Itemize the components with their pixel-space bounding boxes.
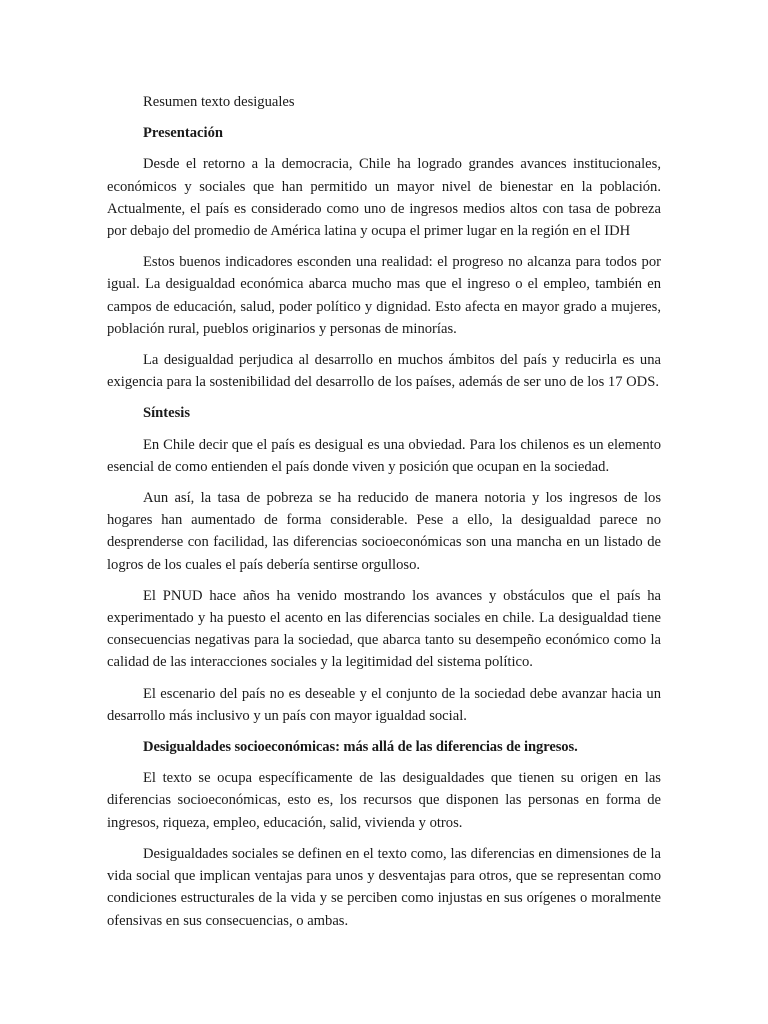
paragraph: Estos buenos indicadores esconden una realidad: el progreso no alcanza para todos por igual. La desigualdad económica abarca mucho mas que el ingreso o el empleo, también en campos de educación, salud, poder político y dignidad. Esto afecta en mayor grado a mujeres, población rural, pueblos originarios y personas de minorías. <box>107 254 661 337</box>
section-heading-sintesis: Síntesis <box>143 405 191 422</box>
paragraph: Aun así, la tasa de pobreza se ha reducido de manera notoria y los ingresos de los hogares han aumentado de forma considerable. Pese a ello, la desigualdad parece no desprenderse con facilidad, las diferencias socioeconómicas son una mancha en un listado de logros de los cuales el país debería sentirse orgulloso. <box>107 490 661 573</box>
paragraph: La desigualdad perjudica al desarrollo en muchos ámbitos del país y reducirla es una exigencia para la sostenibilidad del desarrollo de los países, además de ser uno de los 17 ODS. <box>107 352 661 391</box>
paragraph: Desigualdades sociales se definen en el texto como, las diferencias en dimensiones de la vida social que implican ventajas para unos y desventajas para otros, que se representan como condiciones estructurales de la vida y se perciben como injustas en sus orígenes o moralmente ofensivas en sus consecuencias, o ambas. <box>107 845 661 929</box>
paragraph: Desde el retorno a la democracia, Chile ha logrado grandes avances institucionales, económicos y sociales que han permitido un mayor nivel de bienestar en la población. Actualmente, el país es considerado como uno de ingresos medios altos con tasa de pobreza por debajo del promedio de América latina y ocupa el primer lugar en la región en el IDH <box>107 156 661 240</box>
paragraph: El texto se ocupa específicamente de las desigualdades que tienen su origen en las diferencias socioeconómicas, esto es, los recursos que disponen las personas en forma de ingresos, riqueza, empleo, educación, salid, vivienda y otros. <box>107 770 661 831</box>
paragraph: El PNUD hace años ha venido mostrando los avances y obstáculos que el país ha experimentado y ha puesto el acento en las diferencias sociales en chile. La desigualdad tiene consecuencias negativas para la sociedad, que abarca tanto su desempeño económico como la calidad de las interacciones sociales y la legitimidad del sistema político. <box>107 587 661 671</box>
paragraph: En Chile decir que el país es desigual es una obviedad. Para los chilenos es un elemento esencial de como entienden el país donde viven y posición que ocupan en la sociedad. <box>107 436 661 475</box>
document-title: Resumen texto desiguales <box>143 94 295 110</box>
section-heading-desigualdades: Desigualdades socioeconómicas: más allá de las diferencias de ingresos. <box>143 739 578 756</box>
document-body <box>107 91 661 941</box>
paragraph: El escenario del país no es deseable y el conjunto de la sociedad debe avanzar hacia un desarrollo más inclusivo y un país con mayor igualdad social. <box>107 685 661 724</box>
section-heading-presentacion: Presentación <box>143 125 223 142</box>
